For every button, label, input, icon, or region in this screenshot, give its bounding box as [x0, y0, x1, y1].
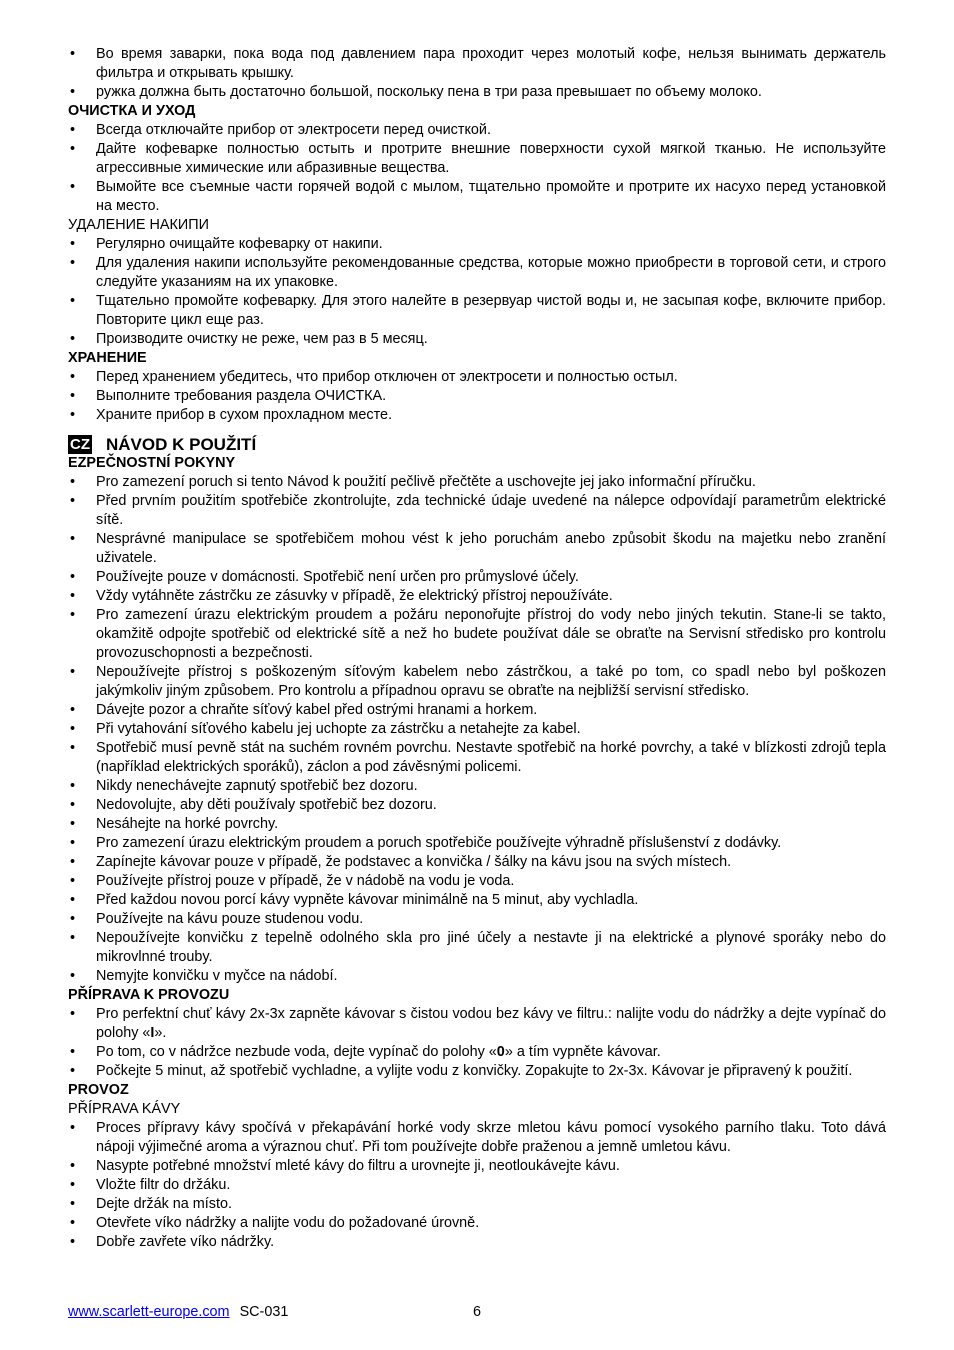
- item-text: Pro perfektní chuť kávy 2x-3x zapněte kávovar s čistou vodou bez kávy ve filtru.: nalijte vodu do nádržky a dejte vypínač do polohy «: [96, 1006, 886, 1041]
- list-item: • Всегда отключайте прибор от электросети перед очисткой.: [68, 121, 886, 140]
- list-item: • Тщательно промойте кофеварку. Для этого налейте в резервуар чистой воды и, не засыпая кофе, включите прибор. Повторите цикл еще раз.: [68, 292, 886, 330]
- list-item: • Nesprávné manipulace se spotřebičem mohou vést k jeho poruchám anebo způsobit škodu na majetku nebo zranění uživatele.: [68, 530, 886, 568]
- switch-position: 0: [496, 1044, 505, 1060]
- list-item: • Při vytahování síťového kabelu jej uchopte za zástrčku a netahejte za kabel.: [68, 720, 886, 739]
- item-text: Po tom, co v nádržce nezbude voda, dejte vypínač do polohy «: [96, 1044, 497, 1060]
- cz-section-header: [68, 434, 886, 454]
- list-item: • Производите очистку не реже, чем раз в 5 месяц.: [68, 330, 886, 349]
- section-title: NÁVOD K POUŽITÍ: [106, 434, 257, 454]
- list-item: • Pro zamezení poruch si tento Návod k použití pečlivě přečtěte a uschovejte jej jako informační příručku.: [68, 473, 886, 492]
- list-item: • Nepoužívejte přístroj s poškozeným síťovým kabelem nebo zástrčkou, a také po tom, co spadl nebo byl poškozen jakýmkoliv jiným způsobem. Pro kontrolu a případnou opravu se obraťte na nejbližší servisní středisko.: [68, 663, 886, 701]
- item-text: » a tím vypněte kávovar.: [504, 1044, 661, 1060]
- cz-operation-subheading: PŘÍPRAVA KÁVY: [68, 1101, 181, 1117]
- ru-storage-heading: ХРАНЕНИЕ: [68, 350, 147, 366]
- list-item: • Dávejte pozor a chraňte síťový kabel před ostrými hranami a horkem.: [68, 701, 886, 720]
- cz-prep-list: [68, 1005, 886, 1081]
- list-item: • Používejte přístroj pouze v případě, že v nádobě na vodu je voda.: [68, 872, 886, 891]
- cz-operation-list: [68, 1119, 886, 1252]
- switch-position: I: [150, 1025, 155, 1041]
- list-item: • Pro zamezení úrazu elektrickým proudem a požáru neponořujte přístroj do vody nebo jiných tekutin. Stane-li se takto, okamžitě odpojte spotřebič od elektrické sítě a než ho budete používat dále se obraťte na Servisní středisko pro kontrolu provozuschopnosti a bezpečnosti.: [68, 606, 886, 663]
- list-item: • Spotřebič musí pevně stát na suchém rovném povrchu. Nestavte spotřebič na horké povrchy, a také v blízkosti zdrojů tepla (například elektrických sporáků), záclon a pod závěsnými policemi.: [68, 739, 886, 777]
- ru-descaling-list: [68, 235, 886, 349]
- list-item: [68, 1043, 886, 1062]
- list-item: • Во время заварки, пока вода под давлением пара проходит через молотый кофе, нельзя вынимать держатель фильтра и открывать крышку.: [68, 45, 886, 83]
- list-item: • ружка должна быть достаточно большой, поскольку пена в три раза превышает по объему молоко.: [68, 83, 886, 102]
- list-item: • Nedovolujte, aby děti používaly spotřebič bez dozoru.: [68, 796, 886, 815]
- website-link[interactable]: www.scarlett-europe.com: [68, 1304, 230, 1320]
- ru-top-list: [68, 45, 886, 102]
- list-item: • Вымойте все съемные части горячей водой с мылом, тщательно промойте и протрите их насухо перед установкой на место.: [68, 178, 886, 216]
- cz-safety-heading: EZPEČNOSTNÍ POKYNY: [68, 455, 236, 471]
- list-item: • Používejte pouze v domácnosti. Spotřebič není určen pro průmyslové účely.: [68, 568, 886, 587]
- item-text: ».: [154, 1025, 167, 1041]
- list-item: • Proces přípravy kávy spočívá v překapávání horké vody skrze mletou kávu pomocí vysokého parního tlaku. Toto dává nápoji výjimečné aroma a výraznou chuť. Při tom používejte dobře praženou a jemně umletou kávu.: [68, 1119, 886, 1157]
- ru-descaling-heading: УДАЛЕНИЕ НАКИПИ: [68, 217, 209, 233]
- list-item: • Zapínejte kávovar pouze v případě, že podstavec a konvička / šálky na kávu jsou na svých místech.: [68, 853, 886, 872]
- ru-storage-list: [68, 368, 886, 425]
- ru-cleaning-list: [68, 121, 886, 216]
- cz-safety-list: [68, 473, 886, 986]
- list-item: • Vložte filtr do držáku.: [68, 1176, 886, 1195]
- list-item: • Otevřete víko nádržky a nalijte vodu do požadované úrovně.: [68, 1214, 886, 1233]
- list-item: • Dobře zavřete víko nádržky.: [68, 1233, 886, 1252]
- list-item: • Nasypte potřebné množství mleté kávy do filtru a urovnejte ji, neotloukávejte kávu.: [68, 1157, 886, 1176]
- list-item: • Používejte na kávu pouze studenou vodu.: [68, 910, 886, 929]
- cz-prep-heading: PŘÍPRAVA K PROVOZU: [68, 987, 230, 1003]
- list-item: [68, 1005, 886, 1043]
- list-item: • Дайте кофеварке полностью остыть и протрите внешние поверхности сухой мягкой тканью. Не используйте агрессивные химические или абразивные вещества.: [68, 140, 886, 178]
- language-badge: CZ: [70, 435, 90, 453]
- list-item: • Nesáhejte na horké povrchy.: [68, 815, 886, 834]
- list-item: • Nikdy nenechávejte zapnutý spotřebič bez dozoru.: [68, 777, 886, 796]
- list-item: • Vždy vytáhněte zástrčku ze zásuvky v případě, že elektrický přístroj nepoužíváte.: [68, 587, 886, 606]
- list-item: • Před prvním použitím spotřebiče zkontrolujte, zda technické údaje uvedené na nálepce odpovídají parametrům elektrické sítě.: [68, 492, 886, 530]
- ru-cleaning-heading: ОЧИСТКА И УХОД: [68, 103, 196, 119]
- page-body: [68, 45, 886, 1252]
- page-number: 6: [473, 1304, 482, 1320]
- list-item: • Nemyjte konvičku v myčce na nádobí.: [68, 967, 886, 986]
- list-item: • Počkejte 5 minut, až spotřebič vychladne, a vylijte vodu z konvičky. Zopakujte to 2x-3x. Kávovar je připravený k použití.: [68, 1062, 886, 1081]
- list-item: • Выполните требования раздела ОЧИСТКА.: [68, 387, 886, 406]
- page-footer: [68, 1303, 886, 1322]
- list-item: • Регулярно очищайте кофеварку от накипи.: [68, 235, 886, 254]
- model-number: SC-031: [239, 1304, 289, 1320]
- list-item: • Для удаления накипи используйте рекомендованные средства, которые можно приобрести в торговой сети, и строго следуйте указаниям на их упаковке.: [68, 254, 886, 292]
- list-item: • Dejte držák na místo.: [68, 1195, 886, 1214]
- list-item: • Перед хранением убедитесь, что прибор отключен от электросети и полностью остыл.: [68, 368, 886, 387]
- cz-operation-heading: PROVOZ: [68, 1082, 129, 1098]
- list-item: • Nepoužívejte konvičku z tepelně odolného skla pro jiné účely a nestavte ji na elektrické a plynové sporáky nebo do mikrovlnné trouby.: [68, 929, 886, 967]
- list-item: • Před každou novou porcí kávy vypněte kávovar minimálně na 5 minut, aby vychladla.: [68, 891, 886, 910]
- list-item: • Храните прибор в сухом прохладном месте.: [68, 406, 886, 425]
- list-item: • Pro zamezení úrazu elektrickým proudem a poruch spotřebiče používejte výhradně příslušenství z dodávky.: [68, 834, 886, 853]
